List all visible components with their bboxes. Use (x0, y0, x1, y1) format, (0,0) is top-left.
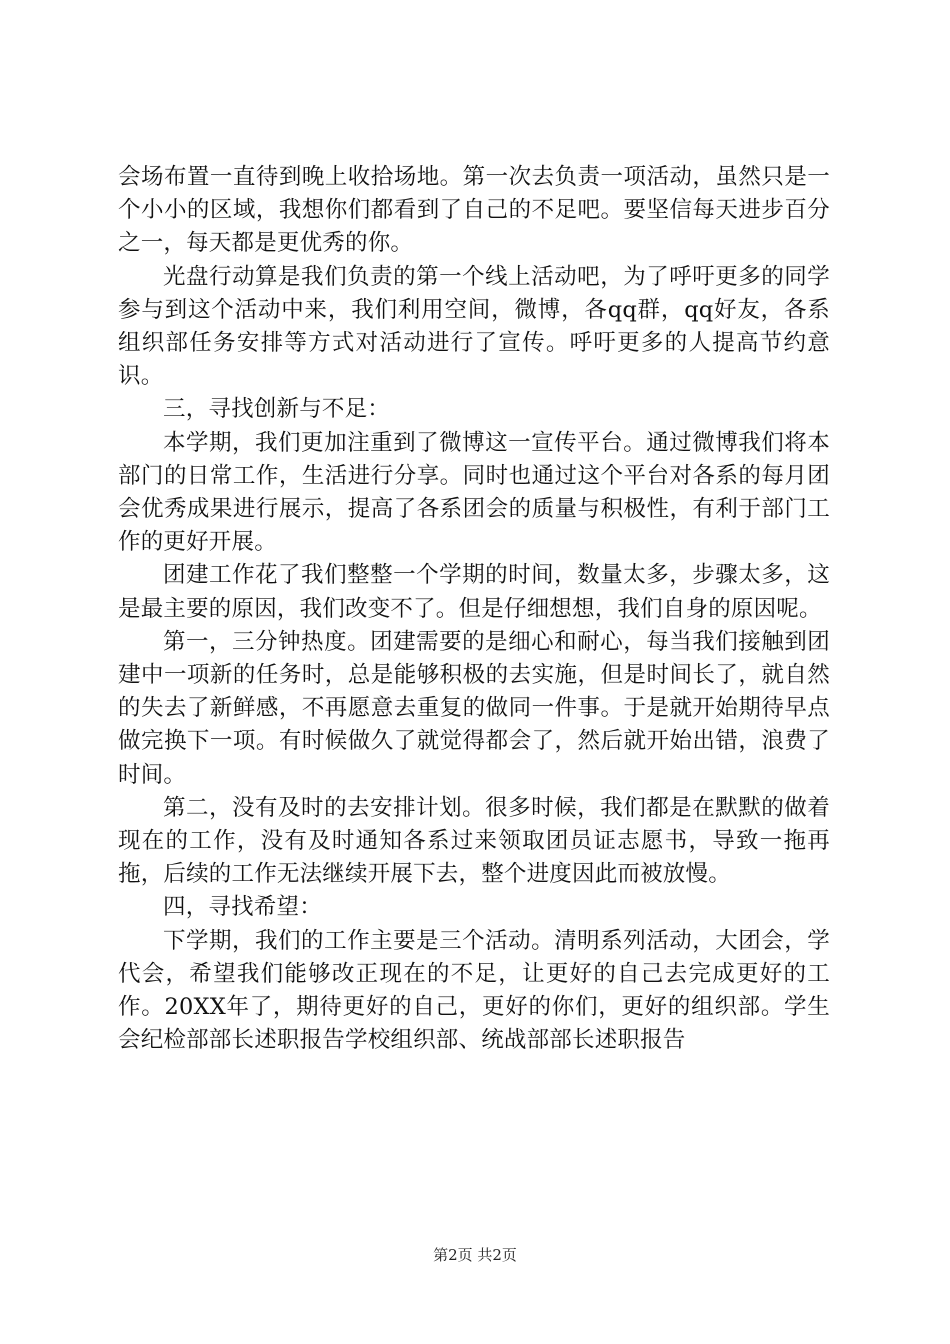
paragraph-league-building: 团建工作花了我们整整一个学期的时间，数量太多，步骤太多，这是最主要的原因，我们改变不了。但是仔细想想，我们自身的原因呢。 (118, 562, 830, 622)
document-body (118, 161, 830, 1057)
section-heading-innovation: 三，寻找创新与不足： (163, 396, 391, 423)
paragraph-second-reason: 第二，没有及时的去安排计划。很多时候，我们都是在默默的做着现在的工作，没有及时通知各系过来领取团员证志愿书，导致一拖再拖，后续的工作无法继续开展下去，整个进度因此而被放慢。 (118, 794, 830, 888)
paragraph-first-reason: 第一，三分钟热度。团建需要的是细心和耐心，每当我们接触到团建中一项新的任务时，总是能够积极的去实施，但是时间长了，就自然的失去了新鲜感，不再愿意去重复的做同一件事。于是就开始期待早点做完换下一项。有时候做久了就觉得都会了，然后就开始出错，浪费了时间。 (118, 628, 830, 788)
section-heading-hope: 四，寻找希望： (163, 894, 322, 921)
paragraph-weibo-platform: 本学期，我们更加注重到了微博这一宣传平台。通过微博我们将本部门的日常工作，生活进行分享。同时也通过这个平台对各系的每月团会优秀成果进行展示，提高了各系团会的质量与积极性，有利于部门工作的更好开展。 (118, 429, 830, 556)
paragraph-clean-plate-campaign: 光盘行动算是我们负责的第一个线上活动吧，为了呼吁更多的同学参与到这个活动中来，我们利用空间，微博，各qq群，qq好友，各系组织部任务安排等方式对活动进行了宣传。呼吁更多的人提高节约意识。 (118, 263, 830, 390)
paragraph-next-semester: 下学期，我们的工作主要是三个活动。清明系列活动，大团会，学代会，希望我们能够改正现在的不足，让更好的自己去完成更好的工作。20XX年了，期待更好的自己，更好的你们，更好的组织部。学生会纪检部部长述职报告学校组织部、统战部部长述职报告 (118, 927, 830, 1054)
paragraph-continued: 会场布置一直待到晚上收拾场地。第一次去负责一项活动，虽然只是一个小小的区域，我想你们都看到了自己的不足吧。要坚信每天进步百分之一，每天都是更优秀的你。 (118, 164, 830, 257)
page-footer: 第2页 共2页 (433, 1246, 517, 1264)
